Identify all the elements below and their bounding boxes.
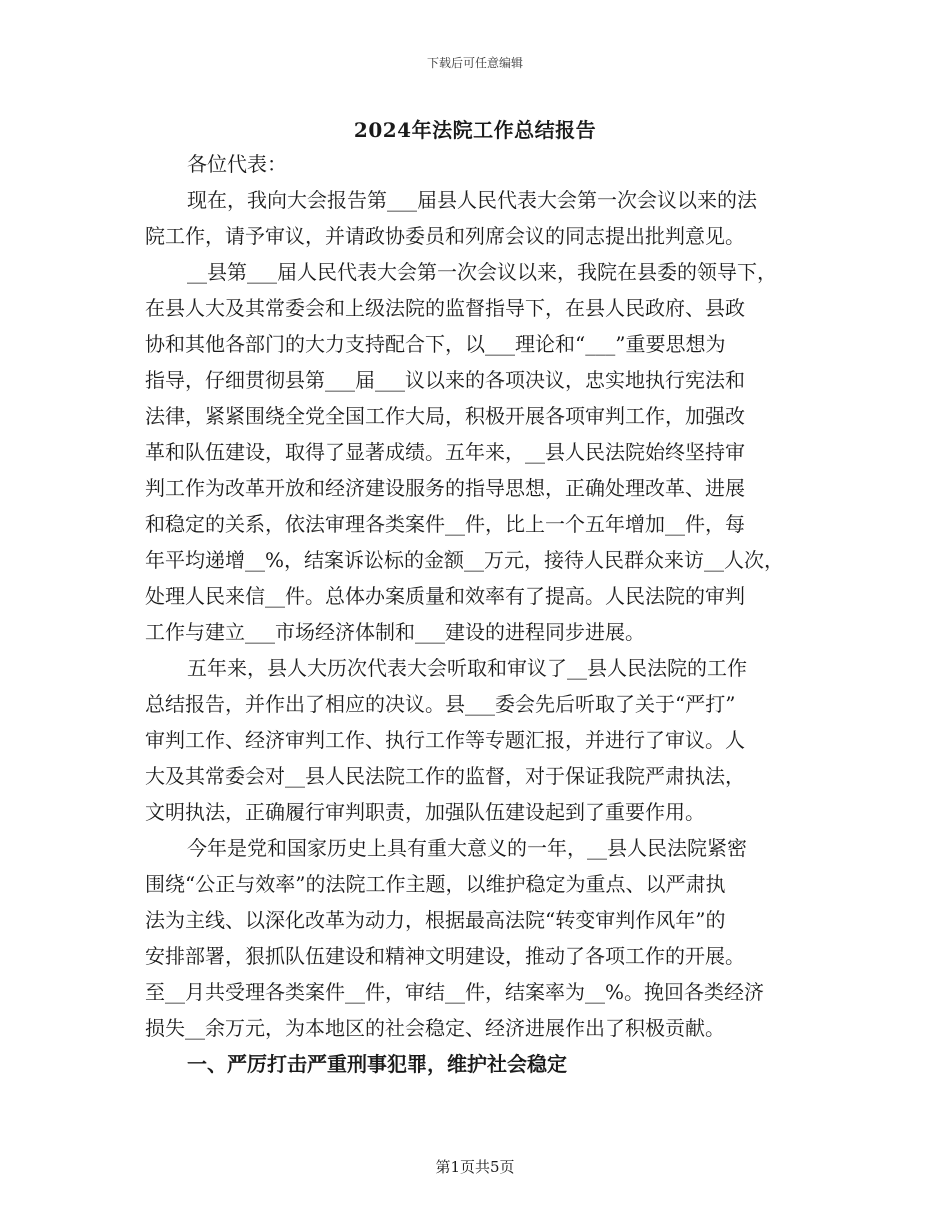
paragraph-1-line-2: 院工作，请予审议，并请政协委员和列席会议的同志提出批判意见。: [145, 224, 745, 248]
paragraph-2-line-1: __县第___届人民代表大会第一次会议以来，我院在县委的领导下，: [187, 260, 777, 284]
paragraph-3-line-3: 审判工作、经济审判工作、执行工作等专题汇报，并进行了审议。人: [145, 728, 745, 752]
paragraph-3-line-4: 大及其常委会对__县人民法院工作的监督，对于保证我院严肃执法，: [145, 764, 745, 788]
paragraph-4-line-1: 今年是党和国家历史上具有重大意义的一年，__县人民法院紧密: [187, 836, 747, 860]
paragraph-4-line-2: 围绕“公正与效率”的法院工作主题，以维护稳定为重点、以严肃执: [145, 872, 726, 896]
page-number-footer: 第1页共5页: [435, 1158, 515, 1176]
paragraph-2-line-5: 法律，紧紧围绕全党全国工作大局，积极开展各项审判工作，加强改: [145, 404, 745, 428]
paragraph-4-line-4: 安排部署，狠抓队伍建设和精神文明建设，推动了各项工作的开展。: [145, 944, 745, 968]
document-body: [145, 146, 825, 1082]
paragraph-1-line-1: 现在，我向大会报告第___届县人民代表大会第一次会议以来的法: [187, 188, 757, 212]
document-title: 2024年法院工作总结报告: [353, 118, 597, 142]
paragraph-2-line-2: 在县人大及其常委会和上级法院的监督指导下，在县人民政府、县政: [145, 296, 745, 320]
paragraph-2-line-3: 协和其他各部门的大力支持配合下，以___理论和“___”重要思想为: [145, 332, 726, 356]
paragraph-4-line-3: 法为主线、以深化改革为动力，根据最高法院“转变审判作风年”的: [145, 908, 726, 932]
paragraph-2-line-7: 判工作为改革开放和经济建设服务的指导思想，正确处理改革、进展: [145, 476, 745, 500]
paragraph-2-line-11: 工作与建立___市场经济体制和___建设的进程同步进展。: [145, 620, 645, 644]
paragraph-3-line-1: 五年来，县人大历次代表大会听取和审议了__县人民法院的工作: [187, 656, 747, 680]
paragraph-3-line-5: 文明执法，正确履行审判职责，加强队伍建设起到了重要作用。: [145, 800, 705, 824]
paragraph-3-line-2: 总结报告，并作出了相应的决议。县___委会先后听取了关于“严打”: [145, 692, 736, 716]
paragraph-2-line-9: 年平均递增__%，结案诉讼标的金额__万元，接待人民群众来访__人次，: [145, 548, 785, 572]
section-heading-1: 一、严厉打击严重刑事犯罪，维护社会稳定: [187, 1052, 567, 1076]
salutation: 各位代表：: [187, 152, 287, 176]
paragraph-2-line-4: 指导，仔细贯彻县第___届___议以来的各项决议，忠实地执行宪法和: [145, 368, 745, 392]
paragraph-2-line-8: 和稳定的关系，依法审理各类案件__件，比上一个五年增加__件，每: [145, 512, 745, 536]
paragraph-2-line-10: 处理人民来信__件。总体办案质量和效率有了提高。人民法院的审判: [145, 584, 745, 608]
paragraph-2-line-6: 革和队伍建设，取得了显著成绩。五年来，__县人民法院始终坚持审: [145, 440, 745, 464]
page-header-note: 下载后可任意编辑: [426, 56, 523, 70]
paragraph-4-line-5: 至__月共受理各类案件__件，审结__件，结案率为__%。挽回各类经济: [145, 980, 765, 1004]
paragraph-4-line-6: 损失__余万元，为本地区的社会稳定、经济进展作出了积极贡献。: [145, 1016, 725, 1040]
